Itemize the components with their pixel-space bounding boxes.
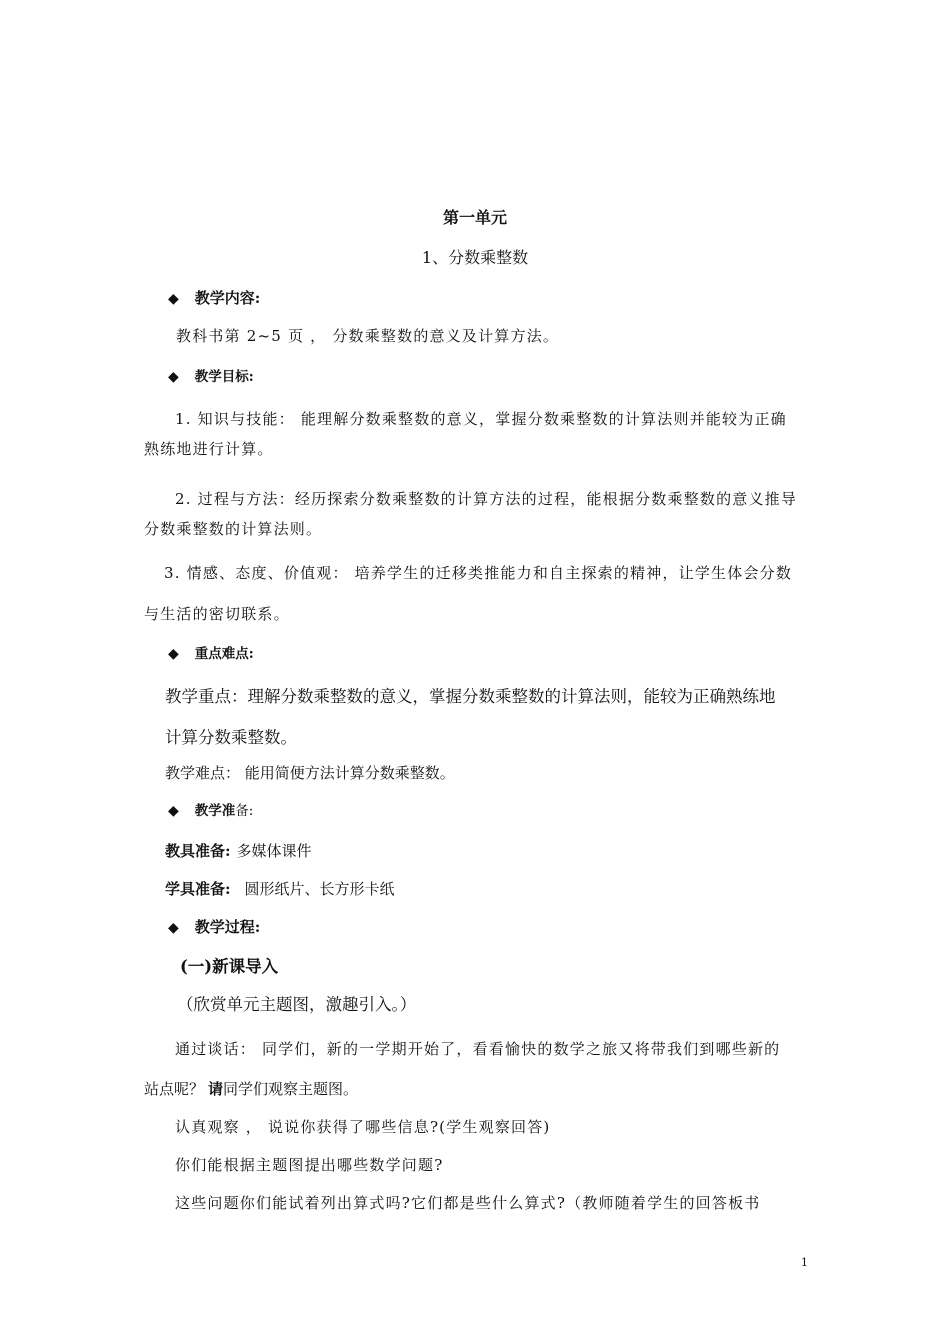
talk-line-2: 站点呢？ 请同学们观察主题图。 [144, 1080, 359, 1098]
observe-line: 认真观察 ， 说说你获得了哪些信息?(学生观察回答) [175, 1118, 551, 1136]
goal-3-line-1: 3. 情感、态度、价值观： 培养学生的迁移类推能力和自主探索的精神，让学生体会分数 [164, 564, 793, 582]
part-1-note: （欣赏单元主题图，激趣引入。） [177, 995, 417, 1014]
key-points-heading: ◆ 重点难点: [168, 646, 254, 662]
prep-heading: ◆ 教学准备: [168, 803, 254, 819]
key-point-line-1: 教学重点：理解分数乘整数的意义，掌握分数乘整数的计算法则，能较为正确熟练地 [165, 687, 776, 706]
diamond-bullet-icon: ◆ [168, 646, 179, 662]
formula-line: 这些问题你们能试着列出算式吗?它们都是些什么算式?（教师随着学生的回答板书 [175, 1194, 761, 1212]
lesson-title: 1、分数乘整数 [421, 248, 529, 267]
page-number: 1 [801, 1256, 808, 1269]
student-prep: 学具准备: 圆形纸片、长方形卡纸 [165, 880, 395, 898]
diamond-bullet-icon: ◆ [168, 369, 179, 385]
part-1-heading: (一)新课导入 [180, 957, 279, 976]
diamond-bullet-icon: ◆ [168, 920, 179, 936]
goal-3-line-2: 与生活的密切联系。 [144, 605, 290, 623]
diamond-bullet-icon: ◆ [168, 291, 179, 307]
content-text: 教科书第 2~5 页 ， 分数乘整数的意义及计算方法。 [176, 327, 560, 345]
difficulty-text: 教学难点： 能用简便方法计算分数乘整数。 [165, 764, 455, 782]
process-heading: ◆ 教学过程: [168, 918, 261, 936]
question-line: 你们能根据主题图提出哪些数学问题? [175, 1156, 444, 1174]
goal-1-line-1: 1. 知识与技能： 能理解分数乘整数的意义，掌握分数乘整数的计算法则并能较为正确 [175, 410, 787, 428]
goals-heading: ◆ 教学目标: [168, 369, 254, 385]
unit-title: 第一单元 [442, 208, 507, 227]
teacher-prep: 教具准备: 多媒体课件 [165, 842, 312, 860]
goal-2-line-1: 2. 过程与方法：经历探索分数乘整数的计算方法的过程，能根据分数乘整数的意义推导 [175, 490, 798, 508]
diamond-bullet-icon: ◆ [168, 803, 179, 819]
goal-2-line-2: 分数乘整数的计算法则。 [144, 520, 323, 538]
content-heading: ◆ 教学内容: [168, 289, 261, 307]
goal-1-line-2: 熟练地进行计算。 [144, 440, 274, 458]
key-point-line-2: 计算分数乘整数。 [165, 728, 297, 747]
talk-line-1: 通过谈话： 同学们，新的一学期开始了，看看愉快的数学之旅又将带我们到哪些新的 [175, 1040, 781, 1058]
